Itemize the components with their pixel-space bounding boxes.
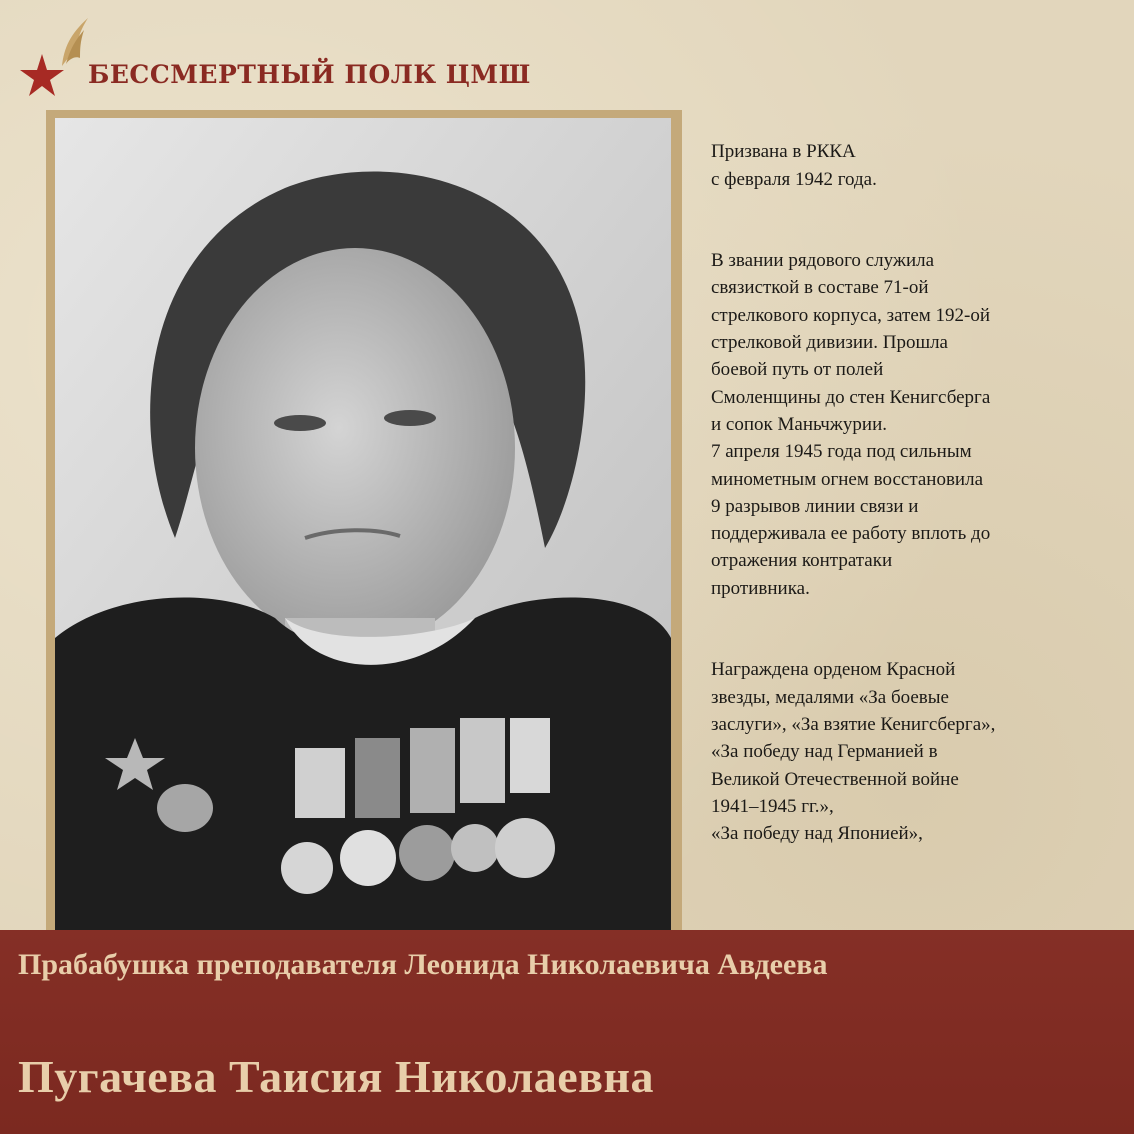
biography-text: [711, 111, 1121, 875]
relation-caption: Прабабушка преподавателя Леонида Николаевича Авдеева: [18, 948, 828, 981]
star-flame-icon: [18, 8, 93, 96]
page-title: БЕССМЕРТНЫЙ ПОЛК ЦМШ: [88, 60, 531, 89]
bio-paragraph-2: В звании рядового служила связисткой в составе 71-ой стрелкового корпуса, затем 192-ой стрелковой дивизии. Прошла боевой путь от полей Смоленщины до стен Кенигсберга и сопок Маньчжурии. 7 апреля 1945 года под сильным минометным огнем восстановила 9 разрывов линии связи и поддерживала ее работу вплоть до отражения контратаки противника.: [711, 250, 991, 599]
portrait-photo-icon: [55, 118, 671, 930]
person-name: Пугачева Таисия Николаевна: [18, 1051, 655, 1102]
bio-paragraph-3: Награждена орденом Красной звезды, медалями «За боевые заслуги», «За взятие Кенигсберга», «За победу над Германией в Великой Отечественной войне 1941–1945 гг.», «За победу над Японией»,: [711, 659, 996, 845]
bio-paragraph-1: Призвана в РККА с февраля 1942 года.: [711, 141, 877, 190]
